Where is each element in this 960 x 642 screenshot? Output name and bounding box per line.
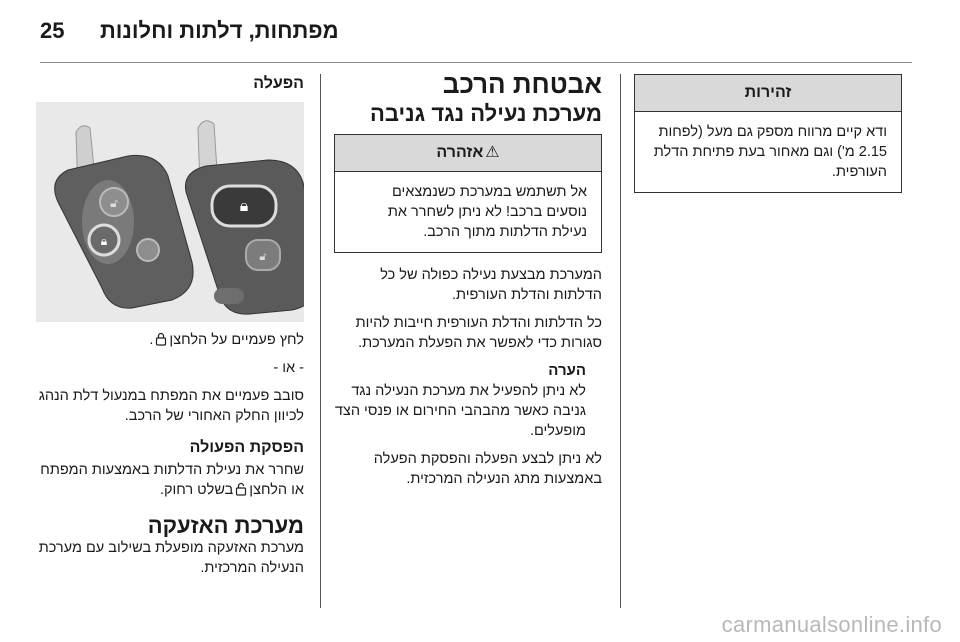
caution-title: זהירות xyxy=(635,75,901,112)
unlock-instruction: לחץ פעמיים על הלחצן. xyxy=(149,332,304,348)
note-text: לא ניתן להפעיל את מערכת הנעילה נגד גניבה כאשר מהבהבי החירום או פנסי הצד מופעלים. xyxy=(334,383,586,439)
note-heading: הערה xyxy=(548,362,586,379)
page-header xyxy=(0,0,960,62)
unlock-icon: 🔓︎ xyxy=(110,196,118,210)
immobilizer-text: מערכת האזעקה מופעלת בשילוב עם מערכת הנעילה המרכזית. xyxy=(38,540,304,576)
warning-text: אל תשתמש במערכת כשנמצאים נוסעים ברכב! לא ניתן לשחרר את נעילת הדלתות מתוך הרכב. xyxy=(387,184,587,240)
unlock-icon xyxy=(235,482,247,496)
header-divider xyxy=(40,62,912,63)
deactivate-heading: הפסקת הפעולה xyxy=(189,439,304,456)
immobilizer-heading: מערכת האזעקה xyxy=(147,513,304,538)
watermark: carmanualsonline.info xyxy=(721,612,942,637)
body-paragraph: לא ניתן לבצע הפעלה והפסקת הפעלה באמצעות מתג הנעילה המרכזית. xyxy=(373,451,602,487)
lock-icon: 🔒︎ xyxy=(239,198,249,215)
warning-box xyxy=(334,134,602,253)
unlock-instruction-alt: סובב פעמיים את המפתח במנעול דלת הנהג לכיוון החלק האחורי של הרכב. xyxy=(38,388,304,424)
warning-title: אזהרה xyxy=(436,144,484,161)
page-number: 25 xyxy=(40,18,65,43)
lock-icon: 🔒︎ xyxy=(100,234,108,248)
unlock-icon: 🔓︎ xyxy=(259,251,267,263)
middle-column xyxy=(334,69,602,497)
warning-icon: ⚠ xyxy=(485,144,500,161)
sub-heading: מערכת נעילה נגד גניבה xyxy=(370,101,602,126)
note-block xyxy=(334,361,602,441)
column-divider xyxy=(620,74,621,608)
body-paragraph: המערכת מבצעת נעילה כפולה של כל הדלתות והדלת העורפית. xyxy=(380,267,602,303)
unlock-heading: הפעלה xyxy=(253,75,304,92)
caution-box xyxy=(634,74,902,193)
key-remote-illustration xyxy=(36,102,304,322)
caution-text: ודא קיים מרווח מספק גם מעל (לפחות 2.15 מ') וגם מאחור בעת פתיחת הדלת העורפית. xyxy=(653,124,887,180)
page-title: מפתחות, דלתות וחלונות xyxy=(100,18,339,43)
deactivate-instruction: שחרר את נעילת הדלתות באמצעות המפתח או הלחצןבשלט רחוק. xyxy=(40,462,304,498)
column-divider xyxy=(320,74,321,608)
right-column xyxy=(36,74,304,586)
warning-header xyxy=(335,135,601,172)
lock-icon xyxy=(155,332,167,346)
section-heading: אבטחת הרכב xyxy=(442,69,602,99)
body-paragraph: כל הדלתות והדלת העורפית חייבות להיות סגורות כדי לאפשר את הפעלת המערכת. xyxy=(355,315,602,351)
left-column xyxy=(634,74,902,205)
or-separator: - או - xyxy=(273,360,304,376)
